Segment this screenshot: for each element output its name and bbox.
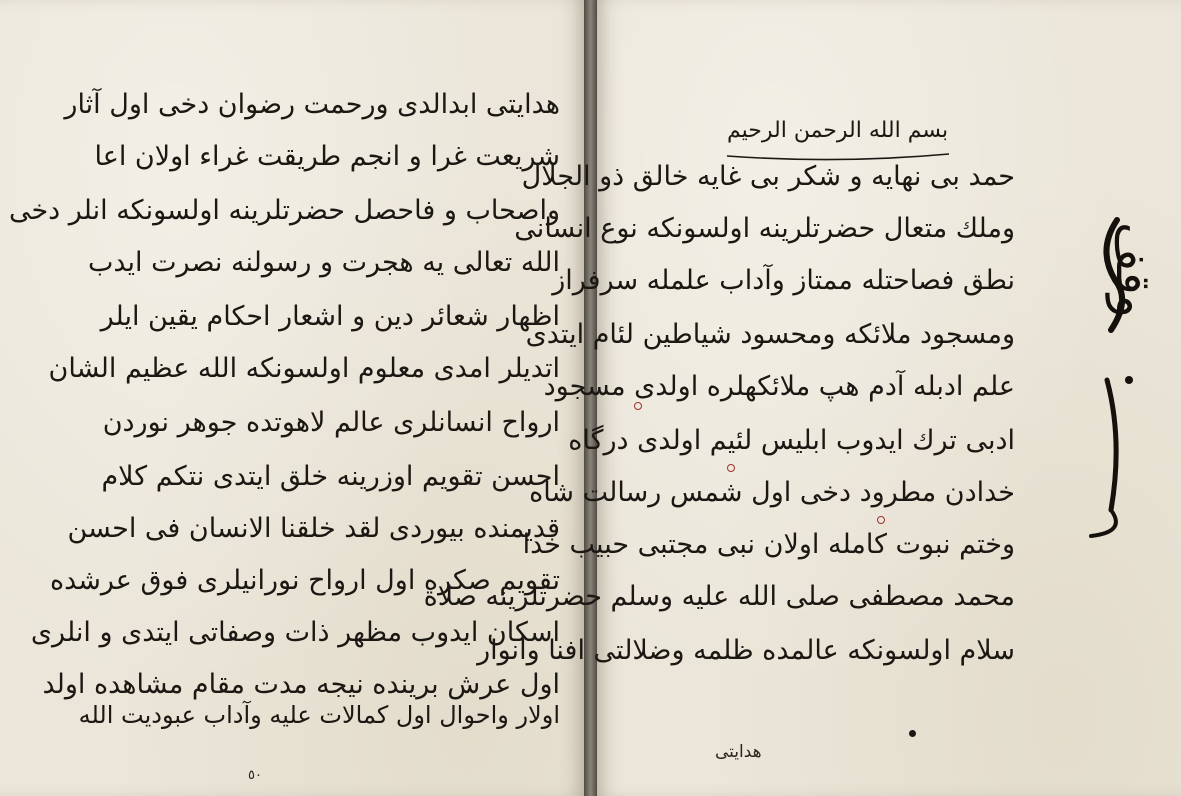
text-line: احسن تقويم اوزرينه خلق ايتدى نتكم كلام [101,461,560,492]
basmala-heading: بسم الله الرحمن الرحيم [727,118,949,143]
text-line: تقويم صكره اول ارواح نورانيلرى فوق عرشده [49,565,560,596]
margin-flourish [1077,180,1147,540]
text-line: ارواح انسانلرى عالم لاهوتده جوهر نوردن [102,407,560,438]
text-line: نطق فصاحتله ممتاز وآداب علمله سرفراز [552,265,1015,296]
rubric-marker [634,402,642,410]
text-line: خدادن مطرود دخى اول شمس رسالت شاه [529,477,1015,508]
margin-note: وقف [1104,222,1161,318]
text-line: حمد بى نهايه و شكر بى غايه خالق ذو الجلال [521,161,1015,192]
right-page [423,0,1181,796]
text-line: الله تعالى يه هجرت و رسولنه نصرت ايدب [87,247,560,278]
text-line: علم ادبله آدم هپ ملائكهلره اولدى مسجود [543,371,1015,402]
text-line: اولار واحوال اول كمالات عليه وآداب عبوديت الله [78,701,560,729]
text-line: قديمنده بيوردى لقد خلقنا الانسان فى احسن [67,513,560,544]
text-line: شريعت غرا و انجم طريقت غراء اولان اعا [94,141,560,172]
text-line: سلام اولسونكه عالمده ظلمه وضلالتى افنا وانوار [477,635,1015,666]
text-end-dot [909,730,916,737]
text-line: اتديلر امدى معلوم اولسونكه الله عظيم الشان [48,353,560,384]
text-line: ومسجود ملائكه ومحسود شياطين لئام ايتدى [525,319,1015,350]
text-line: وختم نبوت كامله اولان نبى مجتبى حبيب خدا [522,529,1015,560]
text-line: اول عرش برينده نيجه مدت مقام مشاهده اولد [42,669,560,700]
text-line: ادبى ترك ايدوب ابليس لئيم اولدى درگاه [568,425,1015,456]
rubric-marker [727,464,735,472]
text-line: هدايتى ابدالدى ورحمت رضوان دخى اول آثار [64,89,560,120]
right-text-block [423,160,1015,720]
rubric-marker [877,516,885,524]
text-line: اظهار شعائر دين و اشعار احكام يقين ايلر [100,301,560,332]
text-line: وملك متعال حضرتلرينه اولسونكه نوع انسانى [514,213,1015,244]
text-line: اسكان ايدوب مظهر ذات وصفاتى ايتدى و انلرى [30,617,560,648]
left-page [0,0,584,796]
left-footer-mark: ٥٠ [248,768,262,783]
catchword: هدايتى [715,742,762,762]
text-line: واصحاب و فاحصل حضرتلرينه اولسونكه انلر دخى [8,195,560,226]
text-line: محمد مصطفى صلى الله عليه وسلم حضرتلرينه صلاة [423,581,1015,612]
